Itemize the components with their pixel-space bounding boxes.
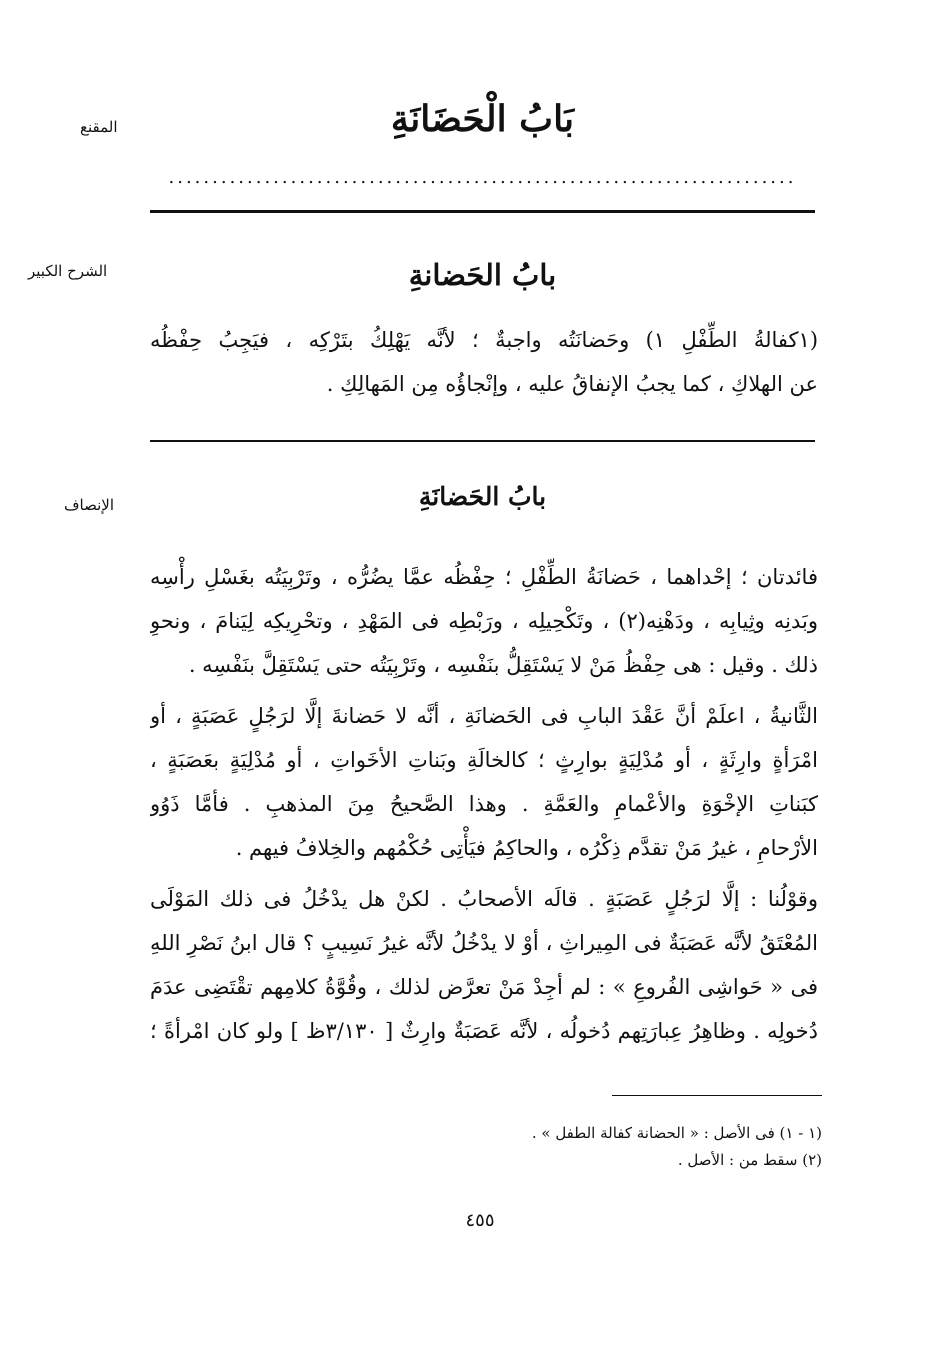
insaf-line: وبَدنِه وثِيابِه ، ودَهْنِه(٢) ، وتَكْحِيلِه ، ورَبْطِه فى المَهْدِ ، وتحْرِيكِه لِيَنامَ ، ونحوِ	[150, 609, 818, 633]
side-label-sharh: الشرح الكبير	[28, 262, 108, 280]
insaf-line: امْرَأةٍ وارِثَةٍ ، أو مُدْلِيَةٍ بوارِثٍ ؛ كالخالَةِ وبَناتِ الأخَواتِ ، أو مُدْلِيَةٍ بعَصَبَةٍ ،	[150, 748, 818, 772]
footnote: (٢) سقط من : الأصل .	[677, 1151, 822, 1169]
insaf-line: فائدتان ؛ إحْداهما ، حَضانَةُ الطِّفْلِ ؛ حِفْظُه عمَّا يضُرُّه ، وتَرْبِيَتُه بغَسْلِ رأْسِه	[150, 565, 818, 589]
section-divider	[150, 440, 815, 442]
sharh-heading: بابُ الحَضانةِ	[408, 258, 557, 292]
footnote-separator	[612, 1095, 822, 1096]
muqni-heading: بَابُ الْحَضَانَةِ	[390, 98, 575, 140]
page-number: ٤٥٥	[465, 1210, 495, 1231]
section-divider-thick	[150, 210, 815, 213]
insaf-line: الثَّانيةُ ، اعلَمْ أنَّ عَقْدَ البابِ فى الحَضانَةِ ، أنَّه لا حَضانةَ إلَّا لرَجُلٍ عَصَبَةٍ ، أو	[150, 704, 818, 728]
insaf-line: ذلك . وقيل : هى حِفْظُ مَنْ لا يَسْتَقِلُّ بنَفْسِه ، وتَرْبِيَتُه حتى يَسْتَقِلَّ بنَفْسِه .	[188, 653, 818, 677]
side-label-insaf: الإنصاف	[64, 496, 115, 514]
insaf-line: فى « حَواشِى الفُروعِ » : لم أجِدْ مَنْ تعرَّض لذلك ، وقُوَّةُ كلامِهم تقْتَضِى عدَمَ	[150, 975, 818, 999]
muqni-dotted-line: ........................................................................	[168, 168, 797, 188]
footnotes	[300, 1120, 822, 1174]
sharh-line: (١كفالةُ الطِّفْلِ ١) وحَضانَتُه واجبةٌ ؛ لأنَّه يَهْلِكُ بتَرْكِه ، فيَجِبُ حِفْظُه	[150, 328, 818, 352]
sharh-line: عن الهلاكِ ، كما يجبُ الإنفاقُ عليه ، وإنْجاؤُه مِن المَهالِكِ .	[326, 372, 818, 396]
footnote: (١ - ١) فى الأصل : « الحضانة كفالة الطفل » .	[531, 1124, 822, 1142]
side-label-muqni: المقنع	[80, 118, 118, 136]
insaf-line: كبَناتِ الإخْوَةِ والأعْمامِ والعَمَّةِ . وهذا الصَّحيحُ مِنَ المذهبِ . فأمَّا ذَوُو	[150, 792, 818, 816]
insaf-line: الأرْحامِ ، غيرُ مَنْ تقدَّم ذِكْرُه ، والحاكِمُ فيَأْتِى حُكْمُهم والخِلافُ فيهم .	[235, 836, 818, 860]
paragraph-gap	[150, 687, 818, 694]
insaf-text	[150, 555, 818, 1053]
insaf-heading: بابُ الحَضانَةِ	[418, 482, 547, 511]
insaf-line: وقوْلُنا : إلَّا لرَجُلٍ عَصَبَةٍ . قالَه الأصحابُ . لكنْ هل يدْخُلُ فى ذلك المَوْلَى	[150, 887, 818, 911]
insaf-line: المُعْتَقُ لأنَّه عَصَبَةٌ فى المِيراثِ ، أوْ لا يدْخُلُ لأنَّه غيرُ نَسِيبٍ ؟ قال ابنُ نَصْرِ اللهِ	[150, 931, 818, 955]
insaf-line: دُخولِه . وظاهِرُ عِبارَتِهم دُخولُه ، لأنَّه عَصَبَةٌ وارِثٌ [ ٣/١٣٠ظ ] ولو كان امْرأةً ؛	[150, 1019, 818, 1043]
paragraph-gap	[150, 870, 818, 877]
sharh-text	[150, 318, 818, 406]
